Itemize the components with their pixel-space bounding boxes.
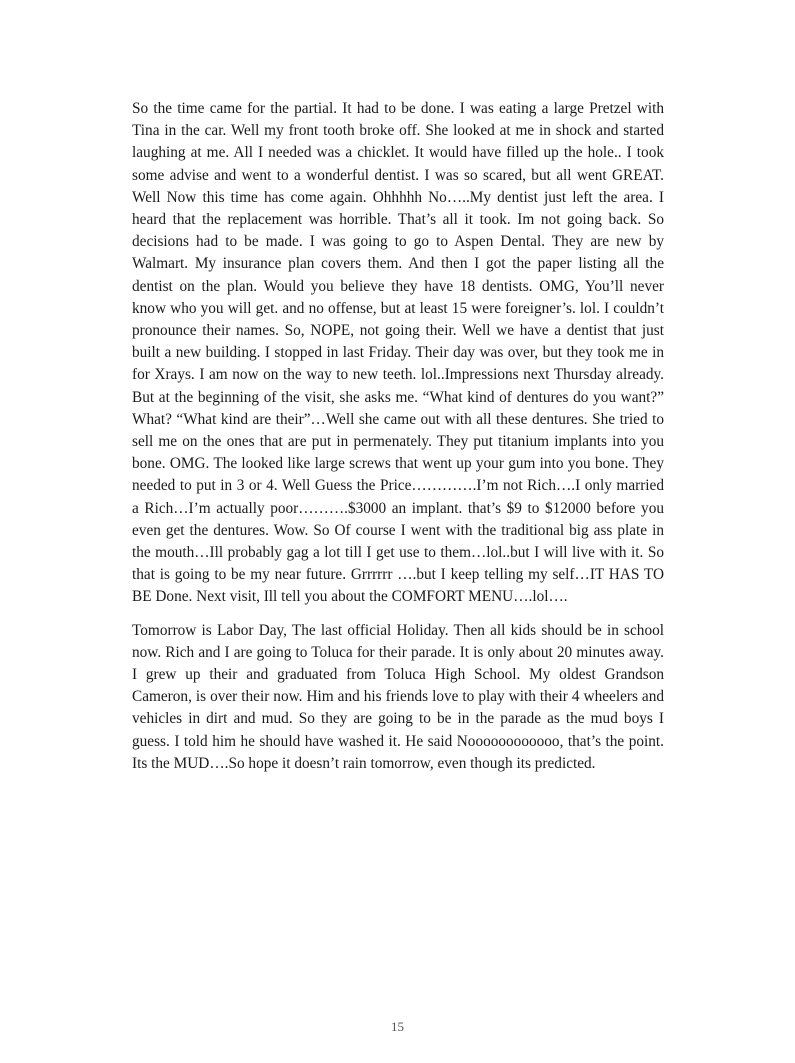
page-number: 15	[391, 1019, 404, 1034]
body-text	[132, 98, 664, 775]
paragraph-partial-dentures: So the time came for the partial. It had to be done. I was eating a large Pretzel with Tina in the car. Well my front tooth broke off. She looked at me in shock and started laughing at me. All I needed was a chicklet. It would have filled up the hole.. I took some advise and went to a wonderful dentist. I was so scared, but all went GREAT. Well Now this time has come again. Ohhhhh No…..My dentist just left the area. I heard that the replacement was horrible. That’s all it took. Im not going back. So decisions had to be made. I was going to go to Aspen Dental. They are new by Walmart. My insurance plan covers them. And then I got the paper listing all the dentist on the plan. Would you believe they have 18 dentists. OMG, You’ll never know who you will get. and no offense, but at least 15 were foreigner’s. lol. I couldn’t pronounce their names. So, NOPE, not going their. Well we have a dentist that just built a new building. I stopped in last Friday. Their day was over, but they took me in for Xrays. I am now on the way to new teeth. lol..Impressions next Thursday already. But at the beginning of the visit, she asks me. “What kind of dentures do you want?” What? “What kind are their”…Well she came out with all these dentures. She tried to sell me on the ones that are put in permenately. They put titanium implants into you bone. OMG. The looked like large screws that went up your gum into you bone. They needed to put in 3 or 4. Well Guess the Price………….I’m not Rich….I only married a Rich…I’m actually poor……….$3000 an implant. that’s $9 to $12000 before you even get the dentures. Wow. So Of course I went with the traditional big ass plate in the mouth…Ill probably gag a lot till I get use to them…lol..but I will live with it. So that is going to be my near future. Grrrrrr ….but I keep telling my self…IT HAS TO BE Done. Next visit, Ill tell you about the COMFORT MENU….lol….	[132, 100, 664, 606]
paragraph-labor-day: Tomorrow is Labor Day, The last official Holiday. Then all kids should be in school now. Rich and I are going to Toluca for their parade. It is only about 20 minutes away. I grew up their and graduated from Toluca High School. My oldest Grandson Cameron, is over their now. Him and his friends love to play with their 4 wheelers and vehicles in dirt and mud. So they are going to be in the parade as the mud boys I guess. I told him he should have washed it. He said Noooooooooooo, that’s the point. Its the MUD….So hope it doesn’t rain tomorrow, even though its predicted.	[132, 621, 664, 772]
